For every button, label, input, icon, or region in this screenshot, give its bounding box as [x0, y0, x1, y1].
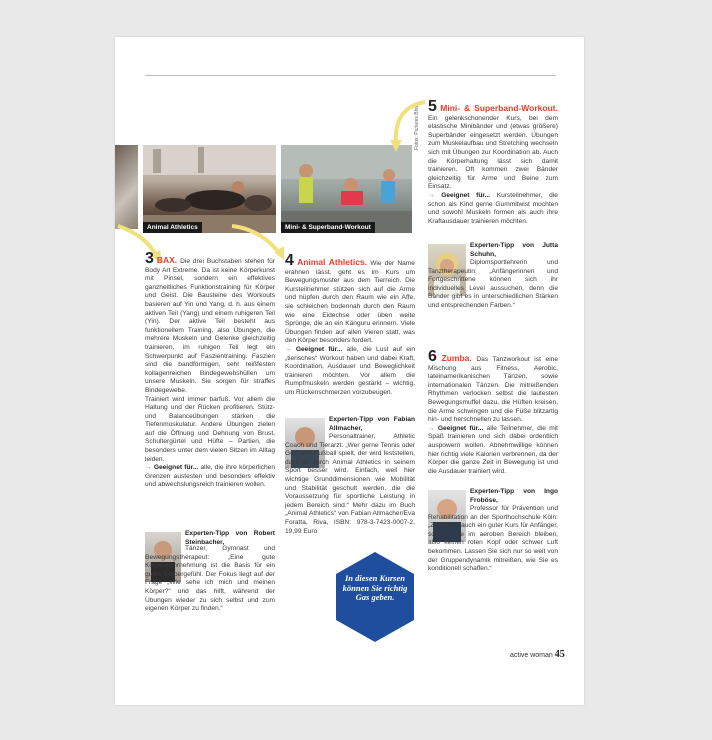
section-3 [145, 252, 275, 490]
section-3-body: Die drei Buchstaben stehen für Body Art Extreme. Da ist keine Körperkunst mit Pinsel, sondern ein effektives ganzheitliches Funktionstraining für Körper und Geist. Die Bausteine des Workouts basieren auf Yin und Yang, d. h. aus einem aktiven Teil (Yang) und einem ruhigeren Teil (Yin). Der aktive Teil besteht aus funktionellem Training, also Übungen, die mehrere Muskeln und Gelenke gleichzeitig trainieren, im ruhigen Teil legt ein Schwerpunkt auf Faszientraining. Faszien sind die bandförmigen, sehr reißfesten kollagenreichen Bindegewebshüllen um unsere Muskeln. Sie sorgen für straffes Bindegewebe. [145, 258, 275, 394]
tip-5-title: Experten-Tipp von Jutta Schuhn, [470, 242, 558, 258]
tip-3-text: Tänzer, Gymnast und Bewegungstherapeut: „Eine gute Körperwahrnehmung ist die Basis für ein gutes Körpergefühl. Der Fokus liegt auf der Frage „Wie sehe ich mich und meinen Körper?“ und das hilft, während der Übungen wieder zu sich selbst und zum eigenen Körper zu finden.“ [145, 545, 275, 613]
tip-fabian-allmacher [329, 416, 415, 433]
arrow-right-icon: → [285, 345, 292, 353]
tip-5-text-box [428, 259, 558, 311]
badge-text: In diesen Kursen können Sie richtig Gas geben. [342, 573, 408, 602]
page-footer [510, 649, 565, 660]
section-5-geeignet: Geeignet für... [441, 191, 491, 199]
section-5-title: Mini- & Superband-Workout. [440, 103, 558, 113]
section-5-number: 5 [428, 98, 437, 115]
section-5-geeignet-text: Kursteilnehmer, die schon als Kind gerne Gummitwist mochten und sowohl Muskeln formen als auch ihre Kraftausdauer trainieren möchten. [428, 191, 558, 225]
caption-superband: Mini- & Superband-Workout [281, 222, 375, 233]
tip-4-text-box [285, 433, 415, 536]
section-4-title: Animal Athletics. [297, 257, 368, 267]
section-5 [428, 100, 558, 226]
section-4-body: Wie der Name erahnen lässt, geht es im Kurs um Bewegungsmuster aus dem Tierreich. Die Kursteilnehmer stützen sich auf die Arme und hüpfen durch den Raum wie ein Affe, sie schleichen bodennah durch den Raum wie eine Eidechse oder üben weite Sprünge, die an ein Känguru erinnern. Viele Übungen finden auf allen Vieren statt, was den Körper besonders fordert. [285, 260, 415, 345]
caption-animal-athletics: Animal Athletics [143, 222, 202, 233]
tip-3-text-box [145, 545, 275, 614]
arrow-4-icon [232, 226, 280, 254]
tip-6-title: Experten-Tipp von Ingo Froböse, [470, 488, 558, 504]
section-4-number: 4 [285, 252, 294, 269]
section-3-body2: Trainiert wird immer barfuß. Vor allem die Haltung und der Rücken profitieren. Stütz- und Balanceübungen stärken die Tiefenmuskulatur. Andere Übungen zielen auf die Öffnung und Dehnung von Brust, Schultergürtel und Hüfte – Partien, die besonders unter dem vielen Sitzen im Alltag leiden. [145, 395, 275, 463]
photo-credit: Fotos: Purlares Bhiw [414, 103, 420, 150]
section-6-number: 6 [428, 348, 437, 365]
tip-5-text: Diplomsportlehrerin und Tanztherapeutin: „Anfängerinnen und Fortgeschrittene können sich ihr individuelles Level aussuchen, denn die Bänder gibt es in unterschiedlichen Stärken und entsprechenden Farben.“ [428, 259, 558, 309]
arrow-right-icon: → [428, 191, 435, 199]
section-6-geeignet: Geeignet für... [437, 424, 484, 432]
section-3-title: BAX. [156, 255, 178, 265]
section-6 [428, 350, 558, 476]
tip-3-title: Experten-Tipp von Robert Steinbacher, [185, 530, 275, 546]
section-6-geeignet-text: alle Teilnehmer, die mit Spaß trainieren und sich dabei ordentlich auspowern wollen. Abnehmwillige können hier richtig viele Kalorien verbrennen, da der Körper die ganze Zeit in Bewegung ist und die Ausdauer trainiert wird. [428, 424, 559, 475]
footer-magazine: active woman [510, 652, 553, 659]
section-4-geeignet-text: alle, die Lust auf ein „tierisches“ Workout haben und dabei Kraft, Koordination, Ausdauer und Beweglichkeit trainieren möchten. Vor allem die Rumpfmuskeln werden gestärkt – wichtig, um Rückenschmerzen vorzubeugen. [285, 345, 415, 396]
arrow-5-head-icon [390, 140, 402, 152]
section-3-geeignet-text: alle, die ihre körperlichen Grenzen austesten und besonders effektiv und abwechslungsreich trainieren wollen. [145, 464, 275, 489]
arrow-5-icon [396, 102, 425, 146]
section-5-body: Ein gelenkschonender Kurs, bei dem elastische Minibänder und (etwas größere) Superbänder eingesetzt werden. Übungen zum Muskelaufbau und Stretching wechseln sich mit Übungen zur Koordination ab. Auch die Körperhaltung lässt sich damit trainieren. Oft kommen zwei Bänder gleichzeitig für Arme und Beine zum Einsatz. [428, 114, 558, 191]
section-6-title: Zumba. [441, 353, 472, 363]
footer-page-number: 45 [554, 649, 565, 660]
tip-4-title: Experten-Tipp von Fabian Allmacher, [329, 416, 415, 432]
tip-jutta-schuhn [470, 242, 558, 259]
arrow-right-icon: → [428, 424, 435, 432]
section-6-body: Das Tanzworkout ist eine Mischung aus Fitness, Aerobic, lateinamerikanischen Tänzen, sowie internationalen Tänzen. Die mitreißenden Rhythmen verlocken selbst die lautesten Bewegungsmuffel dazu, die Hüften kreisen, die Arme schwingen und die Füße blitzartig hin- und herschnellen zu lassen. [428, 356, 558, 424]
tip-6-text-box [428, 505, 558, 574]
section-3-number: 3 [145, 250, 154, 267]
section-3-geeignet: Geeignet für... [153, 464, 199, 472]
arrow-right-icon: → [145, 464, 152, 472]
tip-ingo-froboese [470, 488, 558, 505]
tip-6-text: Professor für Prävention und Rehabilitation an der Sporthochschule Köln: „Zumba ist auch ein guter Kurs für Anfänger, solange sie im aeroben Bereich bleiben, also keinen roten Kopf oder schwer Luft bekommen. Lassen Sie sich nur so weit von der Gruppendynamik mitreißen, wie Sie es konditionell schaffen.“ [428, 505, 558, 573]
section-4 [285, 254, 415, 398]
section-4-geeignet: Geeignet für... [295, 345, 343, 353]
tip-4-text: Personaltrainer, Athletic Coach und Tierarzt: „Wer gerne Tennis oder Golf oder Fußball spielt, der wird feststellen, dass er durch Animal Athletics in seinem Sport besser wird. Einfach, weil hier wichtige Grunddimensionen wie Mobilität und Stabilität geschult werden, die die Voraussetzung für sportliche Leistung in jedem Bereich sind.“ Mehr dazu im Buch „Animal Athletics“ von Fabian Allmacher/Eva Foratta, Riva, ISBN: 978-3-7423-0007-2, 19,99 Euro [285, 433, 415, 535]
